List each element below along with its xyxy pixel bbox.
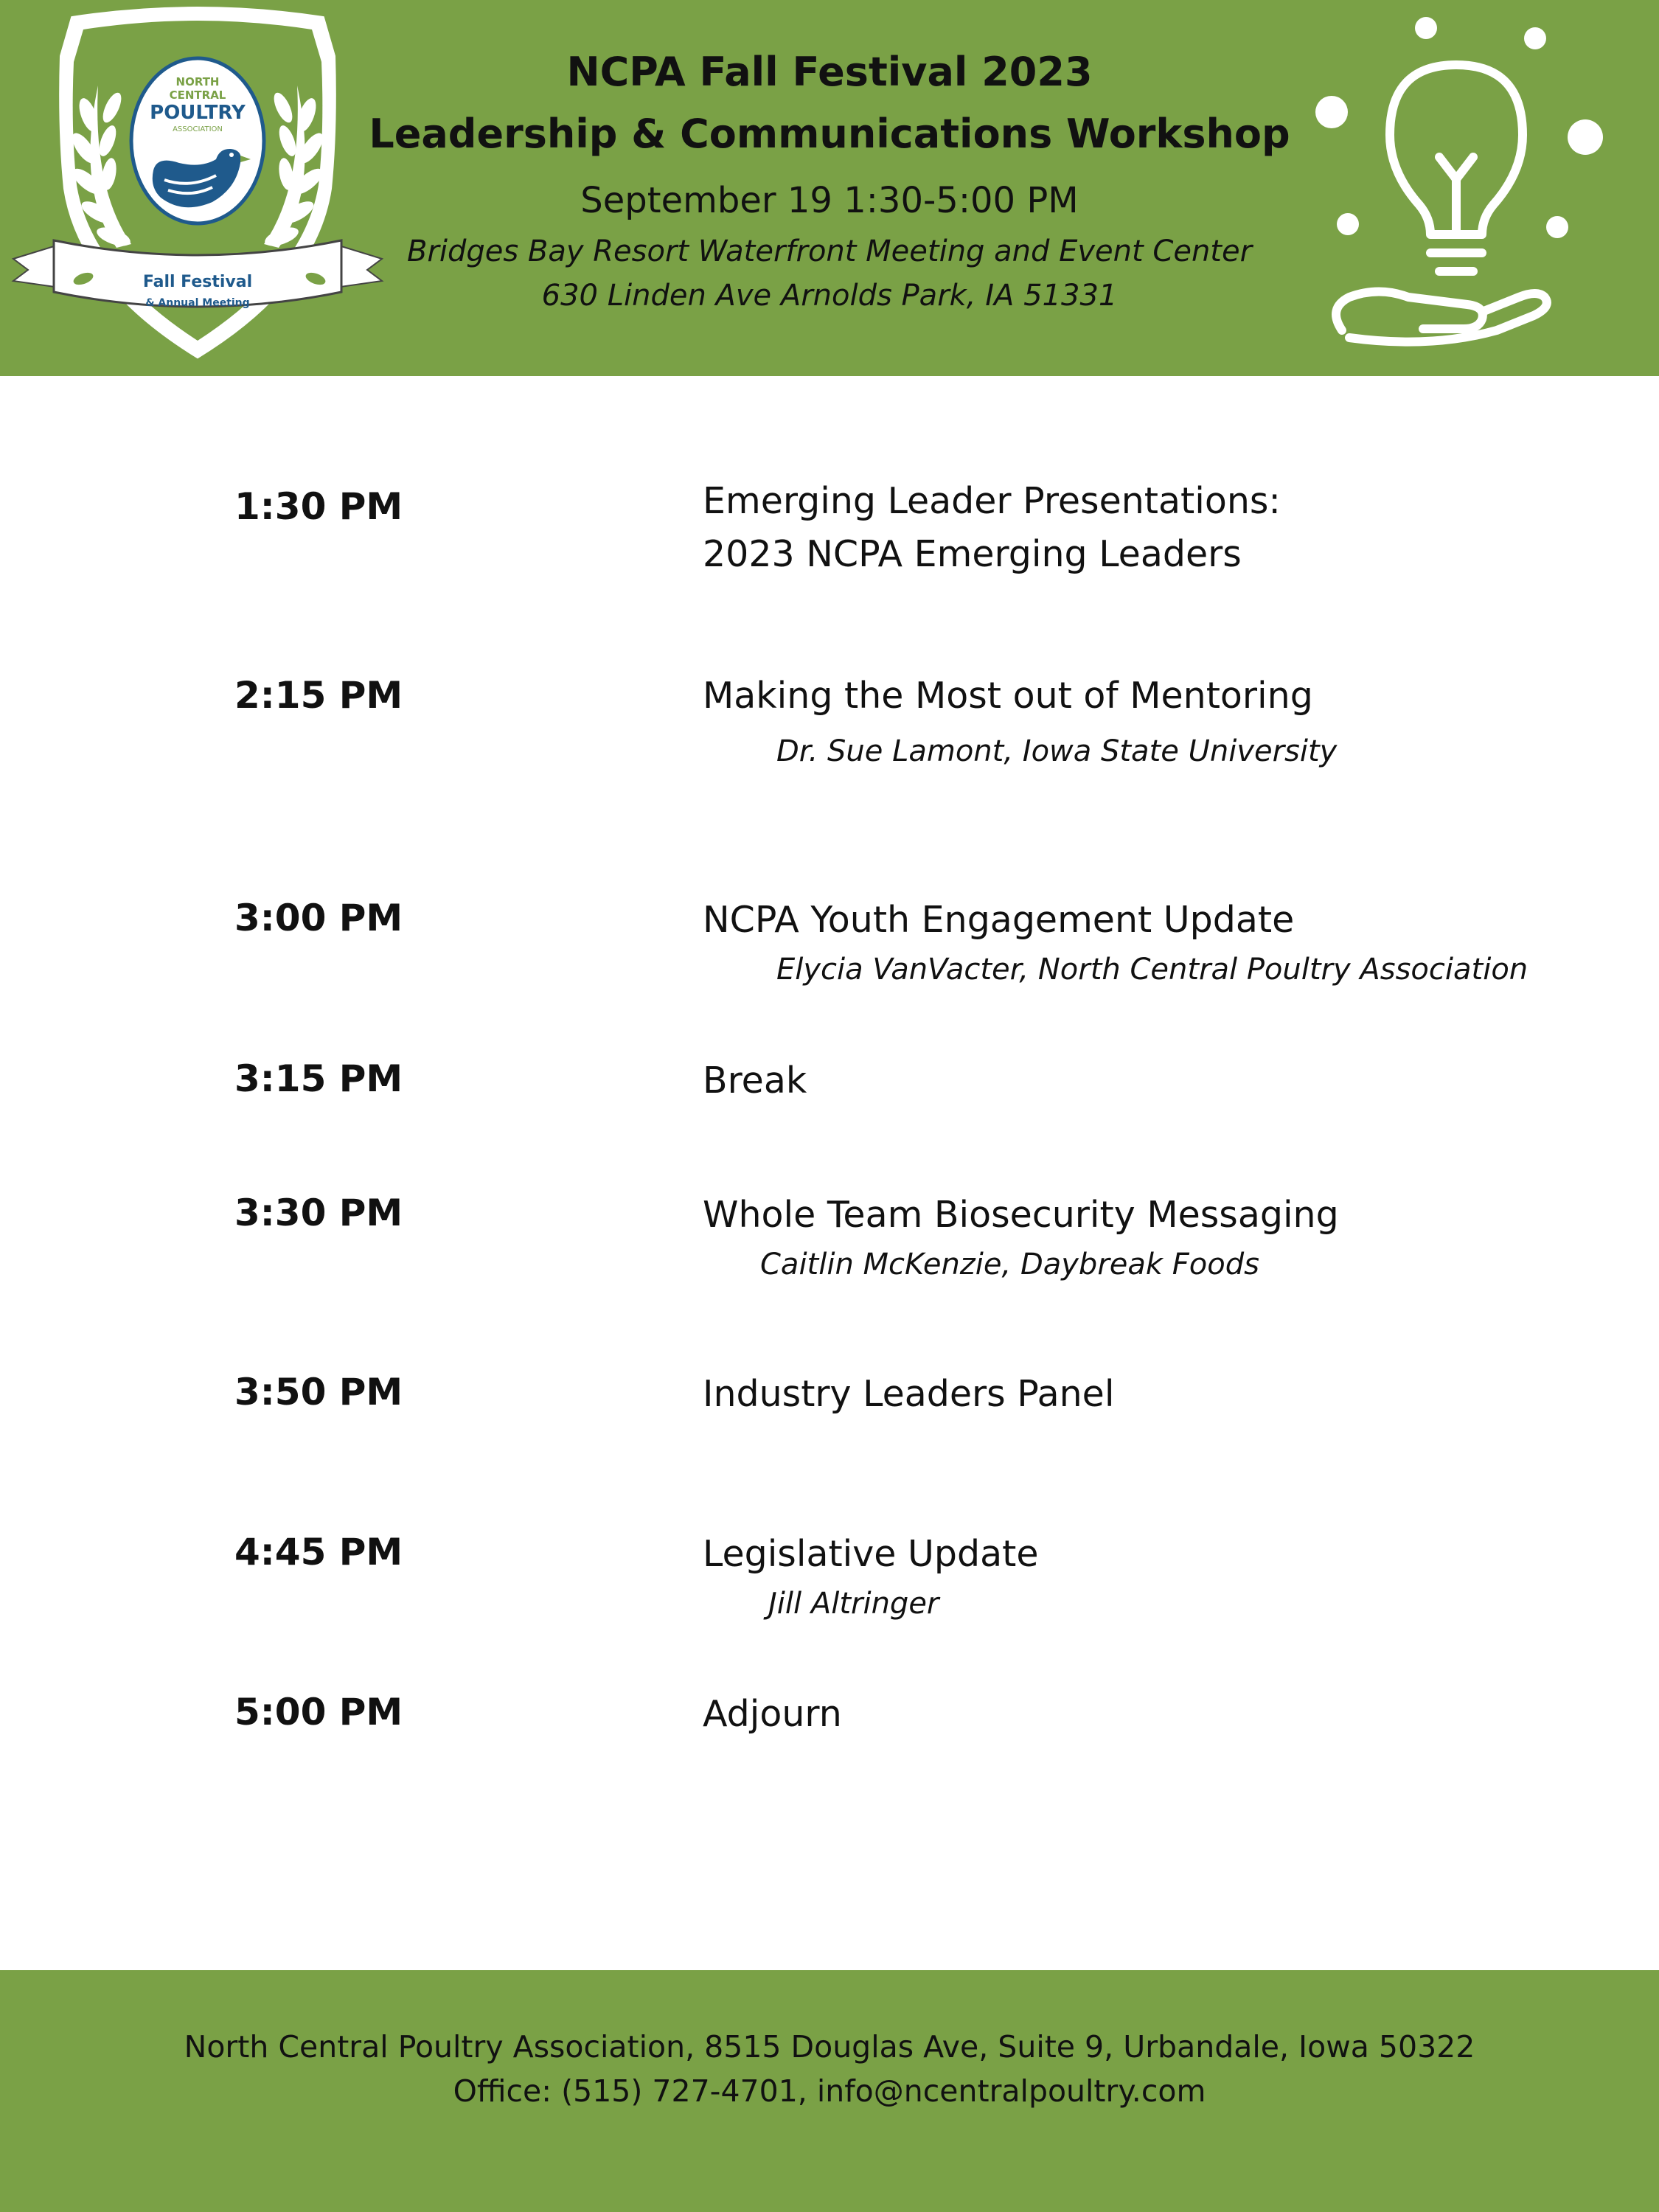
agenda-title: NCPA Youth Engagement Update: [703, 899, 1295, 941]
agenda-speaker: Elycia VanVacter, North Central Poultry Association: [776, 953, 1528, 987]
footer-contact: Office: (515) 727-4701, info@ncentralpoultry.com: [453, 2073, 1206, 2109]
agenda-title: Legislative Update: [703, 1533, 1039, 1575]
logo-text-poultry: POULTRY: [150, 102, 246, 124]
footer-banner: [0, 1970, 1659, 2212]
header-banner: [0, 0, 1659, 376]
agenda-time: 3:00 PM: [234, 897, 403, 939]
event-date-time: September 19 1:30-5:00 PM: [580, 180, 1079, 221]
footer-address: North Central Poultry Association, 8515 Douglas Ave, Suite 9, Urbandale, Iowa 50322: [184, 2029, 1475, 2065]
event-venue: Bridges Bay Resort Waterfront Meeting and Event Center: [406, 234, 1253, 268]
event-address: 630 Linden Ave Arnolds Park, IA 51331: [541, 279, 1118, 313]
agenda-speaker: Caitlin McKenzie, Daybreak Foods: [760, 1248, 1259, 1281]
agenda-speaker: Jill Altringer: [768, 1587, 939, 1621]
logo-text-north: NORTH: [175, 75, 220, 88]
agenda-title: Break: [703, 1060, 807, 1102]
agenda-title: Emerging Leader Presentations:: [703, 480, 1281, 522]
logo-banner-fall-festival: Fall Festival: [142, 273, 253, 291]
agenda-title: Industry Leaders Panel: [703, 1373, 1115, 1415]
logo-banner-annual-meeting: & Annual Meeting: [145, 297, 250, 309]
agenda-title: Adjourn: [703, 1693, 842, 1735]
agenda-time: 3:15 PM: [234, 1057, 403, 1100]
agenda-title: Making the Most out of Mentoring: [703, 675, 1313, 717]
agenda-time: 5:00 PM: [234, 1691, 403, 1733]
agenda-title: 2023 NCPA Emerging Leaders: [703, 533, 1242, 575]
event-title: NCPA Fall Festival 2023: [566, 49, 1093, 95]
workshop-title: Leadership & Communications Workshop: [369, 111, 1290, 157]
logo-text-association: ASSOCIATION: [173, 125, 223, 133]
agenda-time: 2:15 PM: [234, 674, 403, 717]
agenda-title: Whole Team Biosecurity Messaging: [703, 1194, 1339, 1236]
agenda-speaker: Dr. Sue Lamont, Iowa State University: [776, 734, 1338, 768]
agenda-time: 4:45 PM: [234, 1531, 403, 1573]
agenda-time: 3:30 PM: [234, 1192, 403, 1234]
agenda-time: 3:50 PM: [234, 1371, 403, 1413]
agenda-time: 1:30 PM: [234, 485, 403, 528]
logo-text-central: CENTRAL: [169, 88, 226, 102]
lightbulb-in-hand-icon: [1298, 13, 1622, 352]
